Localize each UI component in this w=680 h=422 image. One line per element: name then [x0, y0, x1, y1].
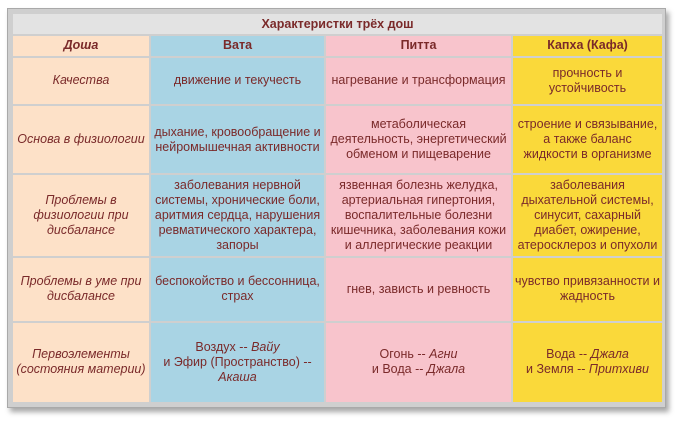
- row-label-physiology: Основа в физиологии: [13, 106, 149, 173]
- pitta-fire-prefix: Огонь --: [379, 347, 430, 362]
- table-row-body-imbalance: [13, 175, 662, 256]
- cell-pitta-body-imbalance: язвенная болезнь желудка, артериальная гипертония, воспалительные болезни кишечника, заболевания кожи и аллергические реакции: [326, 175, 511, 256]
- header-pitta: Питта: [326, 36, 511, 55]
- cell-kapha-elements: [513, 323, 662, 402]
- header-kapha: Капха (Кафа): [513, 36, 662, 55]
- table-title: Характеристки трёх дош: [13, 14, 662, 34]
- table-row-mind-imbalance: [13, 258, 662, 321]
- row-label-mind-imbalance: Проблемы в уме при дисбалансе: [13, 258, 149, 321]
- row-label-elements: Первоэлементы (состояния материи): [13, 323, 149, 402]
- cell-pitta-mind-imbalance: гнев, зависть и ревность: [326, 258, 511, 321]
- vata-ether-name: Акаша: [218, 369, 257, 384]
- cell-vata-mind-imbalance: беспокойство и бессонница, страх: [151, 258, 324, 321]
- cell-pitta-qualities: нагревание и трансформация: [326, 58, 511, 105]
- cell-pitta-elements: [326, 323, 511, 402]
- header-dosha: Доша: [13, 36, 149, 55]
- table-row-elements: [13, 323, 662, 402]
- dosha-table: [11, 12, 664, 404]
- cell-vata-elements: [151, 323, 324, 402]
- cell-pitta-physiology: метаболическая деятельность, энергетический обменом и пищеварение: [326, 106, 511, 173]
- cell-vata-physiology: дыхание, кровообращение и нейромышечная активности: [151, 106, 324, 173]
- cell-vata-qualities: движение и текучесть: [151, 58, 324, 105]
- kapha-earth-prefix: и Земля --: [526, 362, 589, 377]
- header-vata: Вата: [151, 36, 324, 55]
- cell-kapha-physiology: строение и связывание, а также баланс жидкости в организме: [513, 106, 662, 173]
- row-label-qualities: Качества: [13, 58, 149, 105]
- pitta-water-name: Джала: [426, 362, 466, 377]
- pitta-fire-name: Агни: [429, 347, 458, 362]
- header-row: [13, 36, 662, 55]
- row-label-body-imbalance: Проблемы в физиологии при дисбалансе: [13, 175, 149, 256]
- cell-vata-body-imbalance: заболевания нервной системы, хронические боли, аритмия сердца, нарушения ревматического характера, запоры: [151, 175, 324, 256]
- vata-ether-prefix: и Эфир (Пространство) --: [163, 354, 312, 369]
- vata-air-name: Вайу: [251, 339, 280, 354]
- vata-air-prefix: Воздух --: [195, 339, 252, 354]
- cell-kapha-body-imbalance: заболевания дыхательной системы, синусит, сахарный диабет, ожирение, атеросклероз и опухоли: [513, 175, 662, 256]
- kapha-water-name: Джала: [590, 347, 629, 362]
- table-row-qualities: [13, 58, 662, 105]
- cell-kapha-qualities: прочность и устойчивость: [513, 58, 662, 105]
- table-row-physiology: [13, 106, 662, 173]
- kapha-earth-name: Притхиви: [588, 362, 649, 377]
- title-row: [13, 14, 662, 34]
- pitta-water-prefix: и Вода --: [371, 362, 427, 377]
- cell-kapha-mind-imbalance: чувство привязанности и жадность: [513, 258, 662, 321]
- kapha-water-prefix: Вода --: [546, 347, 591, 362]
- table-frame: [7, 8, 666, 408]
